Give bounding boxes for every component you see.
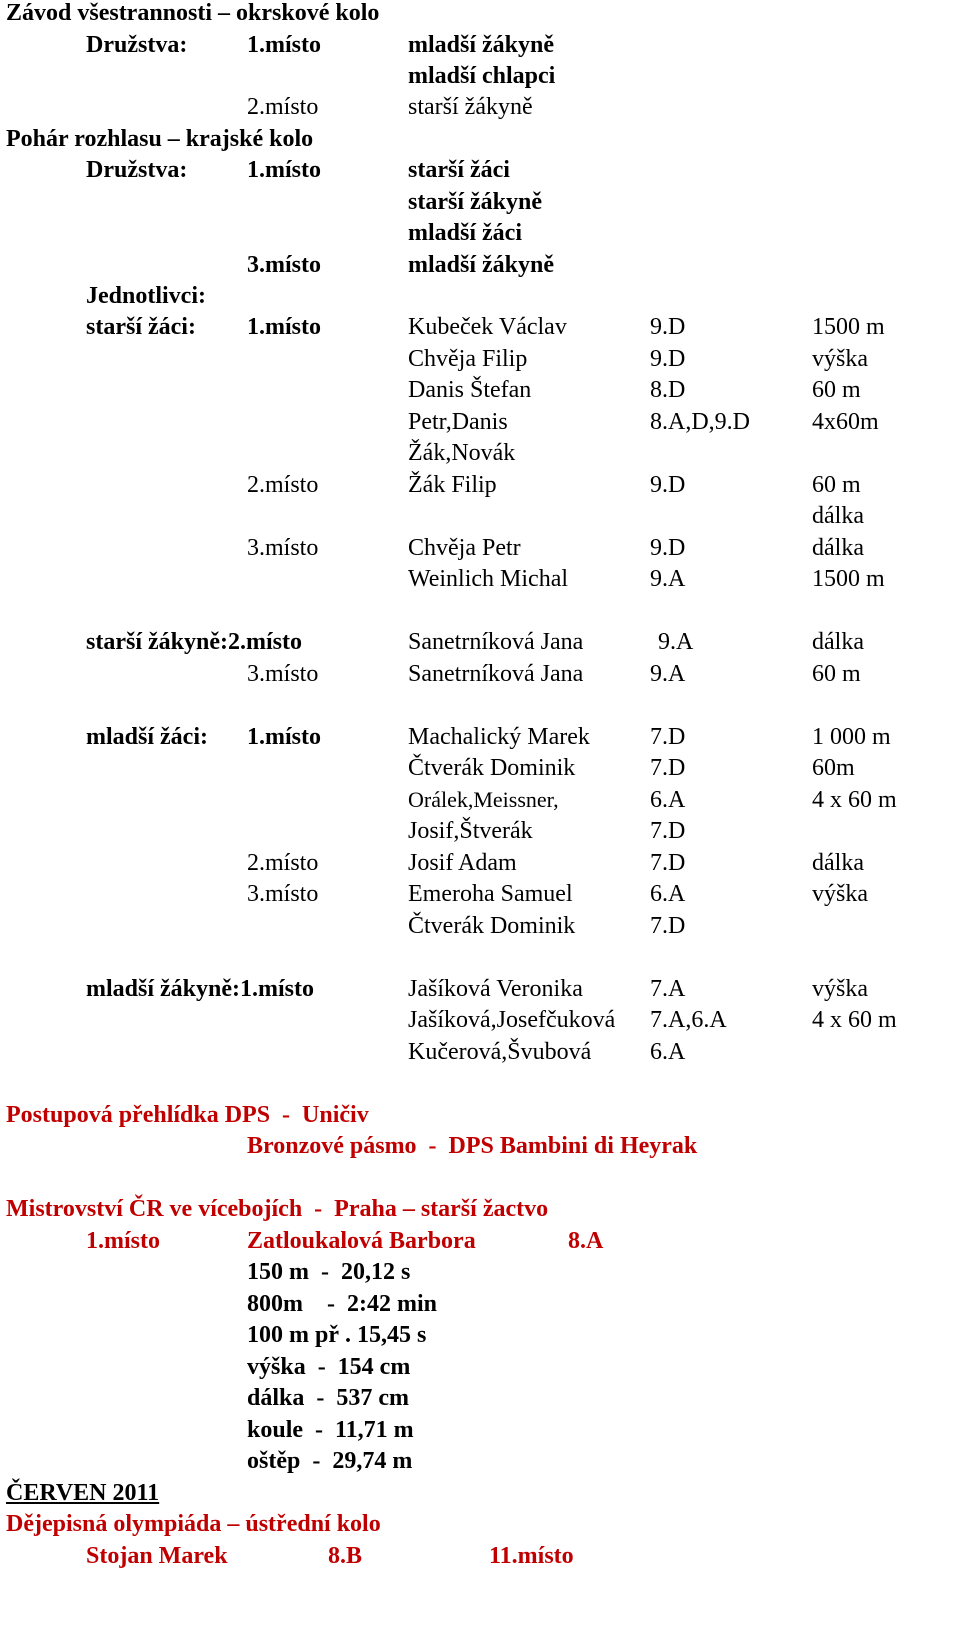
place-label: 2.místo — [247, 850, 319, 876]
athlete-class: 8.D — [650, 377, 686, 403]
athlete-name: Čtverák Dominik — [408, 755, 576, 781]
result-line: oštěp - 29,74 m — [247, 1448, 413, 1474]
result-line: 800m - 2:42 min — [247, 1291, 437, 1317]
athlete-class: 9.D — [650, 535, 686, 561]
result-line: dálka - 537 cm — [247, 1385, 409, 1411]
section2-place1: 1.místo — [247, 157, 321, 183]
place-label: 3.místo — [247, 535, 319, 561]
place-label: 3.místo — [247, 881, 319, 907]
athlete-name: Kubeček Václav — [408, 314, 567, 340]
result-line: 100 m př . 15,45 s — [247, 1322, 427, 1348]
athlete-class: 7.D — [650, 818, 686, 844]
athlete-name: Čtverák Dominik — [408, 913, 576, 939]
athlete-name: Chvěja Petr — [408, 535, 521, 561]
athlete-event: dálka — [812, 535, 864, 561]
result-line: výška - 154 cm — [247, 1354, 411, 1380]
athlete-event: výška — [812, 346, 868, 372]
section1-title: Závod všestrannosti – okrskové kolo — [6, 0, 380, 26]
athlete-event: 4 x 60 m — [812, 787, 897, 813]
athlete-class: 9.D — [650, 314, 686, 340]
athlete-name: Žák Filip — [408, 472, 497, 498]
athlete-name: Petr,Danis — [408, 409, 508, 435]
section2-place1-team: starší žáci — [408, 157, 510, 183]
athlete-class: 7.D — [650, 755, 686, 781]
category-label: starší žáci: — [86, 314, 196, 340]
athlete-name: Emeroha Samuel — [408, 881, 573, 907]
result-line: 150 m - 20,12 s — [247, 1259, 411, 1285]
section2-place3-team: mladší žákyně — [408, 252, 555, 278]
athlete-event: 60 m — [812, 472, 861, 498]
athlete-class: 7.D — [650, 850, 686, 876]
athlete-event: dálka — [812, 850, 864, 876]
athlete-class: 7.A — [650, 976, 686, 1002]
place-label: 1.místo — [247, 314, 321, 340]
section5-class: 8.B — [328, 1543, 363, 1569]
result-line: koule - 11,71 m — [247, 1417, 414, 1443]
month-heading: ČERVEN 2011 — [6, 1480, 160, 1506]
category-label: mladší žáci: — [86, 724, 208, 750]
section1-place1-team: mladší chlapci — [408, 63, 556, 89]
athlete-name: Josif Adam — [408, 850, 517, 876]
athlete-event: 4x60m — [812, 409, 879, 435]
section4-place: 1.místo — [86, 1228, 160, 1254]
place-label: 1.místo — [247, 724, 321, 750]
section3-result: Bronzové pásmo - DPS Bambini di Heyrak — [247, 1133, 698, 1159]
section4-class: 8.A — [568, 1228, 604, 1254]
athlete-class: 6.A — [650, 1039, 686, 1065]
section1-druzstva-label: Družstva: — [86, 32, 188, 58]
athlete-event: 60 m — [812, 661, 861, 687]
athlete-event: 60 m — [812, 377, 861, 403]
section4-name: Zatloukalová Barbora — [247, 1228, 476, 1254]
section5-title: Dějepisná olympiáda – ústřední kolo — [6, 1511, 381, 1537]
athlete-event: výška — [812, 881, 868, 907]
athlete-class: 9.A — [658, 629, 694, 655]
athlete-event: výška — [812, 976, 868, 1002]
athlete-name: Chvěja Filip — [408, 346, 528, 372]
place-label: 3.místo — [247, 661, 319, 687]
athlete-class: 6.A — [650, 881, 686, 907]
athlete-class: 8.A,D,9.D — [650, 409, 750, 435]
athlete-class: 9.D — [650, 472, 686, 498]
athlete-name: Kučerová,Švubová — [408, 1039, 592, 1065]
athlete-event: 1500 m — [812, 566, 885, 592]
section2-druzstva-label: Družstva: — [86, 157, 188, 183]
athlete-event: dálka — [812, 629, 864, 655]
athlete-event: dálka — [812, 503, 864, 529]
section1-place2: 2.místo — [247, 94, 319, 120]
section5-name: Stojan Marek — [86, 1543, 228, 1569]
section2-title: Pohár rozhlasu – krajské kolo — [6, 126, 314, 152]
section2-place1-team: starší žákyně — [408, 189, 542, 215]
athlete-event: 1500 m — [812, 314, 885, 340]
athlete-class: 7.D — [650, 913, 686, 939]
athlete-class: 7.D — [650, 724, 686, 750]
athlete-event: 4 x 60 m — [812, 1007, 897, 1033]
athlete-class: 9.A — [650, 566, 686, 592]
athlete-name: Weinlich Michal — [408, 566, 569, 592]
athlete-name: Jašíková,Josefčuková — [408, 1007, 616, 1033]
section1-place1-team: mladší žákyně — [408, 32, 555, 58]
athlete-name: Machalický Marek — [408, 724, 590, 750]
athlete-event: 60m — [812, 755, 855, 781]
athlete-name: Orálek,Meissner, — [408, 787, 559, 812]
section1-place1: 1.místo — [247, 32, 321, 58]
athlete-class: 6.A — [650, 787, 686, 813]
category-label: mladší žákyně:1.místo — [86, 976, 314, 1002]
athlete-class: 7.A,6.A — [650, 1007, 727, 1033]
athlete-name: Sanetrníková Jana — [408, 661, 584, 687]
athlete-event: 1 000 m — [812, 724, 891, 750]
athlete-class: 9.D — [650, 346, 686, 372]
section4-title: Mistrovství ČR ve vícebojích - Praha – starší žactvo — [6, 1196, 549, 1222]
athlete-class: 9.A — [650, 661, 686, 687]
place-label: 2.místo — [247, 472, 319, 498]
athlete-name: Jašíková Veronika — [408, 976, 583, 1002]
athlete-name: Sanetrníková Jana — [408, 629, 584, 655]
section2-place1-team: mladší žáci — [408, 220, 522, 246]
category-label: starší žákyně:2.místo — [86, 629, 302, 655]
athlete-name: Žák,Novák — [408, 440, 516, 466]
section1-place2-team: starší žákyně — [408, 94, 533, 120]
section2-place3: 3.místo — [247, 252, 321, 278]
jednotlivci-label: Jednotlivci: — [86, 283, 206, 309]
section3-title: Postupová přehlídka DPS - Uničiv — [6, 1102, 369, 1128]
section5-place: 11.místo — [489, 1543, 574, 1569]
athlete-name: Josif,Štverák — [408, 818, 533, 844]
athlete-name: Danis Štefan — [408, 377, 532, 403]
